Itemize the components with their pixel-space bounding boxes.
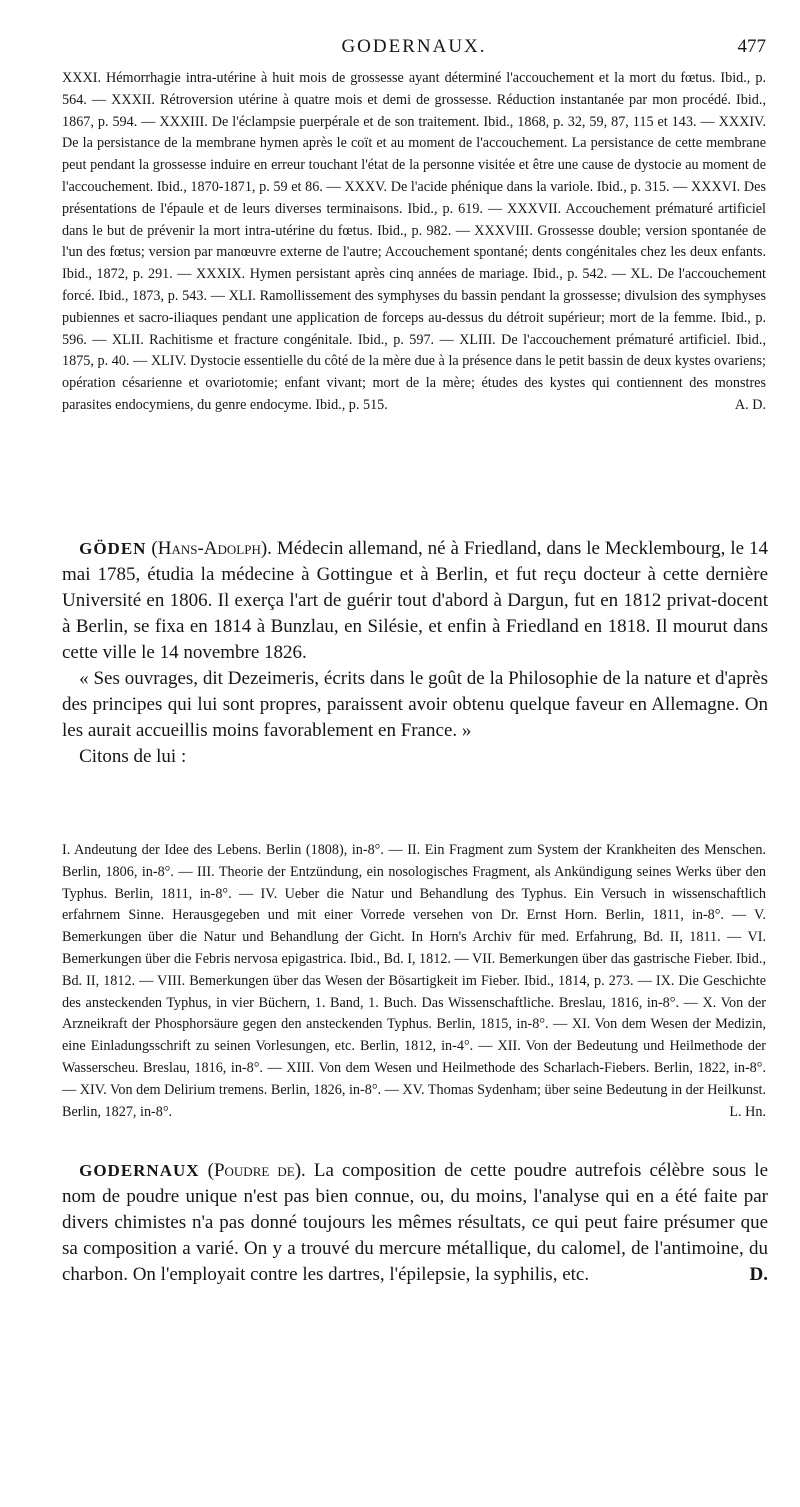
entry-intro: Citons de lui : xyxy=(79,746,187,767)
page-number: 477 xyxy=(737,36,766,57)
entry-text: La composition de cette poudre autrefois célèbre sous le nom de poudre unique n'est pas bien connue, ou, du moins, l'analyse qui en a été faite par divers chimistes n'a pas donné toujours les mêmes résultats, ce qui peut faire présumer que sa composition a varié. On y a trouvé du mercure métallique, du calomel, de l'antimoine, du charbon. On l'employait contre les dartres, l'épilepsie, la syphilis, etc. xyxy=(62,1160,768,1285)
bibliography-entry-continued xyxy=(62,68,766,417)
entry-headword: GODERNAUX xyxy=(79,1161,200,1180)
entry-name: (Hans-Adolph). xyxy=(151,538,272,559)
entry-headword: GÖDEN xyxy=(79,539,147,558)
works-list xyxy=(62,840,766,1123)
running-title: GODERNAUX. xyxy=(341,36,487,57)
entry-quote: « Ses ouvrages, dit Dezeimeris, écrits dans le goût de la Philosophie de la nature et d'après des principes qui lui sont propres, paraissent avoir obtenu quelque faveur en Allemagne. On les aurait accueillis moins favorablement en France. » xyxy=(62,668,768,741)
entry-name: (Poudre de). xyxy=(207,1160,306,1181)
author-signature: D. xyxy=(749,1264,768,1285)
author-signature: A. D. xyxy=(734,396,766,413)
entry-goden xyxy=(62,536,768,770)
entry-godernaux xyxy=(62,1158,768,1288)
entry-biography: Médecin allemand, né à Friedland, dans le Mecklembourg, le 14 mai 1785, étudia la médecine à Gottingue et à Berlin, et fut reçu docteur à cette dernière Université en 1806. Il exerça l'art de guérir tout d'abord à Dargun, fut en 1812 privat-docent à Berlin, se fixa en 1814 à Bunzlau, en Silésie, et enfin à Friedland en 1818. Il mourut dans cette ville le 14 novembre 1826. xyxy=(62,538,769,663)
running-header xyxy=(62,36,766,58)
bibliography-text: XXXI. Hémorrhagie intra-utérine à huit mois de grossesse ayant déterminé l'accouchement et la mort du fœtus. Ibid., p. 564. — XXXII. Rétroversion utérine à quatre mois et demi de grossesse. Réduction instantanée par mon procédé. Ibid., 1867, p. 594. — XXXIII. De l'éclampsie puerpérale et de son traitement. Ibid., 1868, p. 32, 59, 87, 115 et 143. — XXXIV. De la persistance de la membrane hymen après le coït et au moment de l'accouchement. La persistance de cette membrane peut pendant la grossesse induire en erreur touchant l'état de la personne visitée et être une cause de dystocie au moment de l'accouchement. Ibid., 1870-1871, p. 59 et 86. — XXXV. De l'acide phénique dans la variole. Ibid., p. 315. — XXXVI. Des présentations de l'épaule et de leurs diverses terminaisons. Ibid., p. 619. — XXXVII. Accouchement prématuré artificiel dans le but de prévenir la mort intra-utérine du fœtus. Ibid., p. 982. — XXXVIII. Grossesse double; version spontanée de l'un des fœtus; version par manœuvre externe de l'autre; Accouchement spontané; dents congénitales chez les deux enfants. Ibid., 1872, p. 291. — XXXIX. Hymen persistant après cinq années de mariage. Ibid., p. 542. — XL. De l'accouchement forcé. Ibid., 1873, p. 543. — XLI. Ramollissement des symphyses du bassin pendant la grossesse; divulsion des symphyses pubiennes et sacro-iliaques pendant une application de forceps au-dessus du détroit supérieur; mort de la femme. Ibid., p. 596. — XLII. Rachitisme et fracture congénitale. Ibid., p. 597. — XLIII. De l'accouchement prématuré artificiel. Ibid., 1875, p. 40. — XLIV. Dystocie essentielle du côté de la mère due à la présence dans le petit bassin de deux kystes ovariens; opération césarienne et ovariotomie; enfant vivant; mort de la mère; études des kystes qui contiennent des monstres parasites endocymiens, du genre endocyme. Ibid., p. 515. xyxy=(62,70,766,413)
works-text: I. Andeutung der Idee des Lebens. Berlin (1808), in-8°. — II. Ein Fragment zum System der Krankheiten des Menschen. Berlin, 1806, in-8°. — III. Theorie der Entzündung, ein nosologisches Fragment, als Ankündigung seines Werks über den Typhus. Berlin, 1811, in-8°. — IV. Ueber die Natur und Behandlung des Typhus. Ein Versuch in wissenschaftlich erfahrnem Sinne. Herausgegeben und mit einer Vorrede versehen von Dr. Ernst Horn. Berlin, 1811, in-8°. — V. Bemerkungen über die Natur und Behandlung der Gicht. In Horn's Archiv für med. Erfahrung, Bd. II, 1811. — VI. Bemerkungen über die Febris nervosa epigastrica. Ibid., Bd. I, 1812. — VII. Bemerkungen über das gastrische Fieber. Ibid., Bd. II, 1812. — VIII. Bemerkungen über das Wesen der Bösartigkeit im Fieber. Ibid., 1814, p. 273. — IX. Die Geschichte des ansteckenden Typhus, in vier Büchern, 1. Band, 1. Buch. Das Wissenschaftliche. Breslau, 1816, in-8°. — X. Von der Arzneikraft der Phosphorsäure gegen den ansteckenden Typhus. Berlin, 1815, in-8°. — XI. Von dem Wesen der Medizin, eine Einladungsschrift zu seinen Vorlesungen, etc. Berlin, 1812, in-4°. — XII. Von der Bedeutung und Heilmethode der Wasserscheu. Breslau, 1816, in-8°. — XIII. Von dem Wesen und Heilmethode des Scharlach-Fiebers. Berlin, 1822, in-8°. — XIV. Von dem Delirium tremens. Berlin, 1826, in-8°. — XV. Thomas Sydenham; über seine Bedeutung in der Heilkunst. Berlin, 1827, in-8°. xyxy=(62,842,766,1120)
author-signature: L. Hn. xyxy=(729,1103,766,1120)
